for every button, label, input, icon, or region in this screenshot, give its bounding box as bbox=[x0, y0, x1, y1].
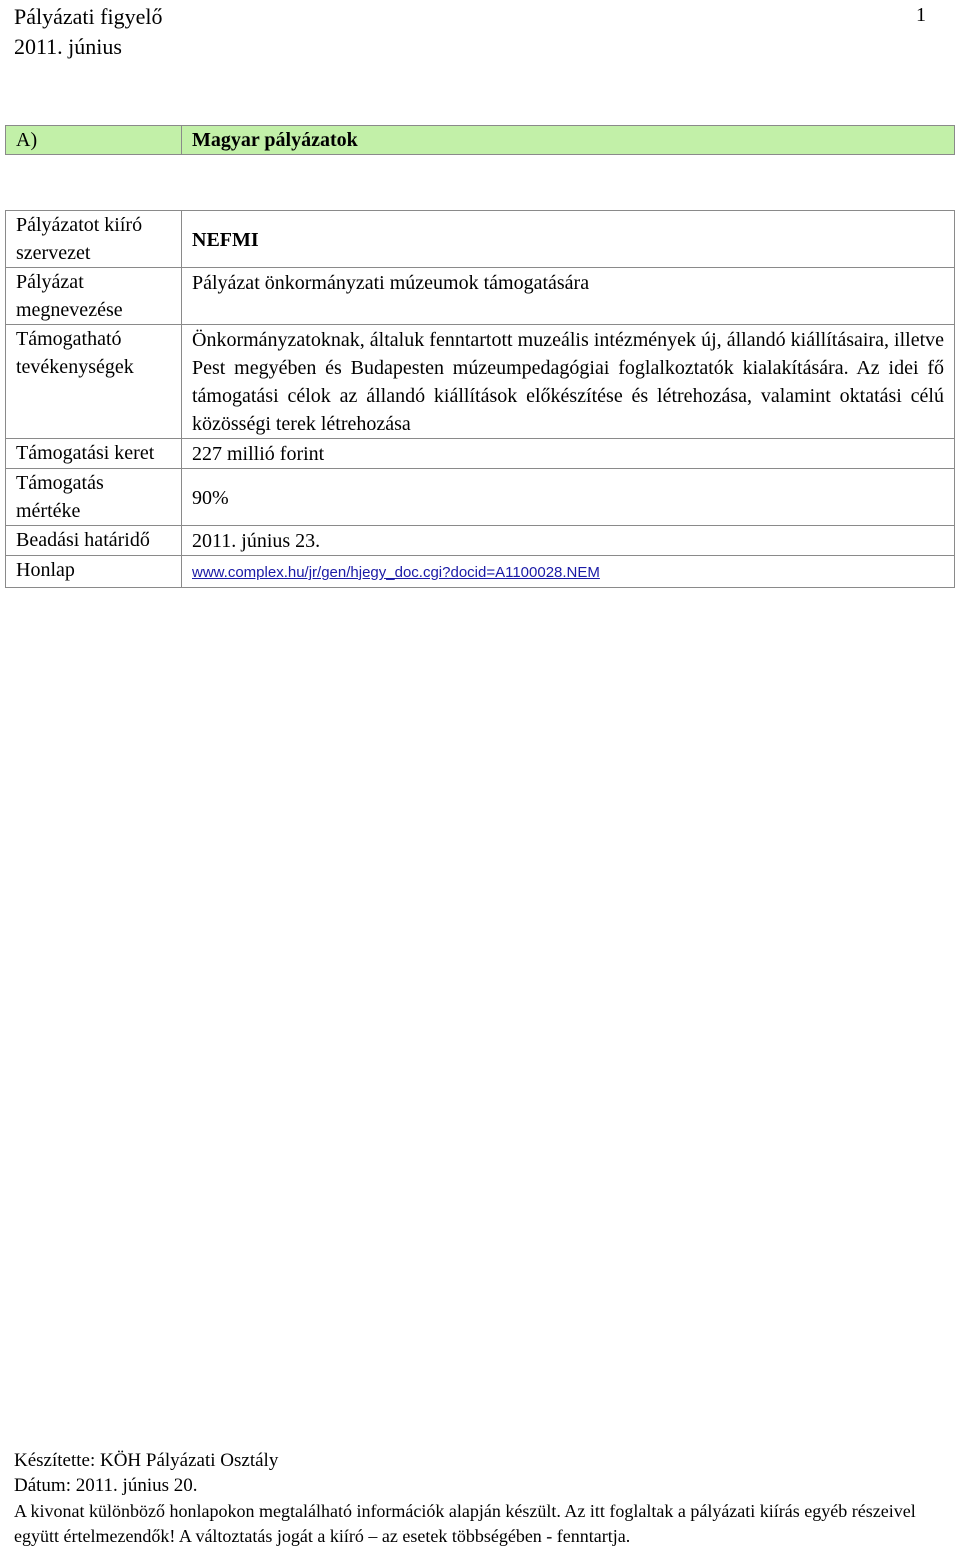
section-letter: A) bbox=[6, 126, 182, 155]
deadline-value: 2011. június 23. bbox=[182, 526, 955, 556]
grant-name-label: Pályázat megnevezése bbox=[6, 268, 182, 325]
activities-label: Támogatható tevékenységek bbox=[6, 325, 182, 439]
grant-name-value: Pályázat önkormányzati múzeumok támogatására bbox=[182, 268, 955, 325]
footer bbox=[14, 1448, 944, 1549]
activities-value-part2: Az idei fő támogatási célok az állandó kiállítások előkészítése és létrehozása, valamint oktatási célú közösségi terek létrehozása bbox=[192, 357, 944, 435]
budget-value: 227 millió forint bbox=[182, 439, 955, 469]
table-row-rate bbox=[6, 469, 955, 526]
footer-prepared-by: Készítette: KÖH Pályázati Osztály bbox=[14, 1450, 279, 1471]
section-header-table bbox=[5, 125, 955, 155]
website-link[interactable]: www.complex.hu/jr/gen/hjegy_doc.cgi?docid=A1100028.NEM bbox=[192, 564, 600, 581]
table-row-deadline bbox=[6, 526, 955, 556]
page-number: 1 bbox=[916, 4, 926, 26]
grant-info-table bbox=[5, 210, 955, 588]
rate-value: 90% bbox=[182, 469, 955, 526]
organizer-value: NEFMI bbox=[182, 211, 955, 268]
document-title-line1: Pályázati figyelő bbox=[14, 4, 163, 29]
budget-label: Támogatási keret bbox=[6, 439, 182, 469]
activities-value-part1: Önkormányzatoknak, általuk fenntartott muzeális intézmények új, állandó kiállításaira, illetve Pest megyében és Budapesten múzeumpedagógiai foglalkoztatók kialakítására. bbox=[192, 329, 944, 379]
table-row-organizer bbox=[6, 211, 955, 268]
document-title bbox=[14, 2, 162, 62]
organizer-label: Pályázatot kiíró szervezet bbox=[6, 211, 182, 268]
table-row-name bbox=[6, 268, 955, 325]
document-title-line2: 2011. június bbox=[14, 34, 122, 59]
table-row-budget bbox=[6, 439, 955, 469]
activities-value bbox=[182, 325, 955, 439]
section-header-row bbox=[6, 126, 955, 155]
section-title: Magyar pályázatok bbox=[182, 126, 955, 155]
website-label: Honlap bbox=[6, 556, 182, 588]
website-cell bbox=[182, 556, 955, 588]
rate-label: Támogatás mértéke bbox=[6, 469, 182, 526]
table-row-website bbox=[6, 556, 955, 588]
footer-disclaimer: A kivonat különböző honlapokon megtalálható információk alapján készült. Az itt foglaltak a pályázati kiírás egyéb részeivel együtt értelmezendők! A változtatás jogát a kiíró – az esetek többségében - fenntartja. bbox=[14, 1501, 916, 1546]
deadline-label: Beadási határidő bbox=[6, 526, 182, 556]
footer-date: Dátum: 2011. június 20. bbox=[14, 1475, 198, 1496]
table-row-activities bbox=[6, 325, 955, 439]
